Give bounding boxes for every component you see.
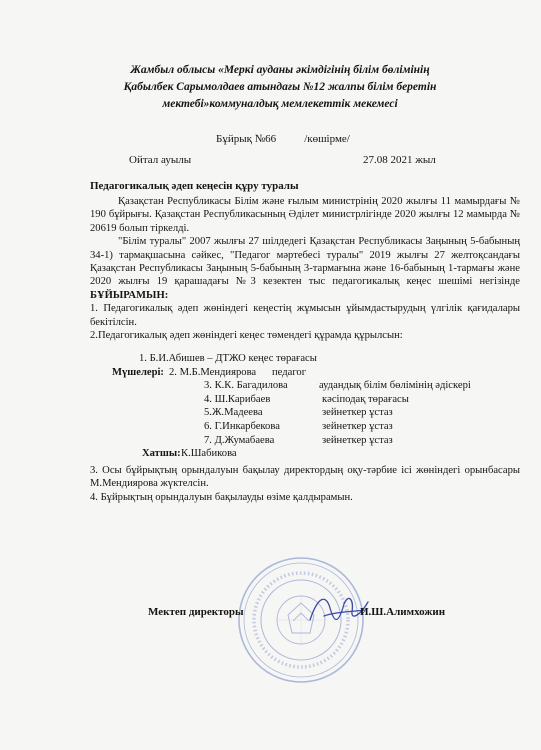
- member-name: 7. Д.Жумабаева: [204, 434, 275, 446]
- member-role: педагог: [272, 366, 307, 378]
- member-name: 5.Ж.Мадеева: [204, 407, 263, 419]
- secretary-label: Хатшы:: [142, 448, 181, 460]
- copy-note: /көшірме/: [304, 133, 350, 145]
- order-number: Бұйрық №66: [216, 133, 277, 145]
- header-line-1: Жамбыл облысы «Меркі ауданы әкімдігінің білім бөлімінің: [130, 64, 430, 76]
- member-name: 6. Г.Инкарбекова: [204, 420, 280, 432]
- paragraph-1: Қазақстан Республикасы Білім және ғылым министрінің 2020 жылғы 11 мамырдағы № 190 бұйрығы. Қазақстан Республикасының Әділет министрлігінде 2020 жылғы 12 мамырда № 20619 болып тіркелді.: [90, 196, 520, 234]
- item-4: 4. Бұйрықтың орындалуын бақылауды өзіме қалдырамын.: [90, 491, 353, 503]
- member-role: зейнеткер ұстаз: [322, 420, 393, 432]
- member-role: зейнеткер ұстаз: [322, 434, 393, 446]
- item-1: 1. Педагогикалық әдеп жөніндегі кеңестің жұмысын ұйымдастырудың үлгілік қағидалары бекітілсін.: [90, 303, 520, 328]
- order-closing: [90, 464, 520, 504]
- item-3: 3. Осы бұйрықтың орындалуын бақылау директордың оқу-тәрбие ісі жөніндегі орынбасары М.Мендиярова жүктелсін.: [90, 465, 520, 490]
- order-word: БҰЙЫРАМЫН:: [90, 289, 169, 301]
- commission-chair: 1. Б.И.Абишев – ДТЖО кеңес төрағасы: [139, 353, 317, 364]
- member-row: [90, 379, 530, 393]
- member-role: зейнеткер ұстаз: [322, 407, 393, 419]
- member-role: кәсіподақ төрағасы: [322, 393, 409, 405]
- member-name: 4. Ш.Карибаев: [204, 393, 271, 405]
- member-row: [90, 434, 530, 448]
- date: 27.08 2021 жыл: [363, 154, 436, 166]
- paragraph-2: [90, 235, 520, 302]
- document-header: [100, 62, 460, 113]
- signature-name: И.Ш.Алимхожин: [360, 606, 446, 618]
- commission-chair-row: [90, 352, 530, 366]
- paragraph-2-text: "Білім туралы" 2007 жылғы 27 шілдедегі Қазақстан Республикасы Заңының 5-бабының 34-1) тармақшасына сәйкес, "Педагог мәртебесі туралы" 2019 жылғы 27 желтоқсандағы Қазақстан Республикасы Заңының 5-бабының 3-тармағына және 16-бабының 1-тармағы және 2020 жылғы 19 қарашадағы №3 кезектен тыс педагогикалық кеңес шешімі негізінде: [90, 236, 520, 288]
- member-name: 3. К.К. Багадилова: [204, 380, 288, 392]
- order-subject: Педагогикалық әдеп кеңесін құру туралы: [90, 180, 299, 192]
- header-line-3: мектебі»коммуналдық мемлекеттік мекемесі: [162, 98, 398, 110]
- place: Ойтал ауылы: [129, 154, 192, 166]
- member-row: [90, 366, 530, 380]
- member-role: аудандық білім бөлімінің әдіскері: [319, 380, 471, 392]
- member-row: [90, 420, 530, 434]
- member-row: [90, 393, 530, 407]
- member-name: 2. М.Б.Мендиярова: [169, 366, 257, 378]
- secretary-name: К.Шабикова: [181, 448, 237, 460]
- header-line-2: Қабылбек Сарымолдаев атындағы №12 жалпы білім беретін: [123, 81, 437, 93]
- item-2: 2.Педагогикалық әдеп жөніндегі кеңес төмендегі құрамда құрылсын:: [90, 330, 403, 342]
- secretary-row: [90, 447, 530, 461]
- commission-list: [90, 352, 530, 461]
- member-row: [90, 406, 530, 420]
- members-label: Мүшелері:: [112, 366, 164, 378]
- order-line: [216, 133, 350, 145]
- signature-role: Мектеп директоры: [148, 606, 244, 618]
- order-body: [90, 195, 520, 342]
